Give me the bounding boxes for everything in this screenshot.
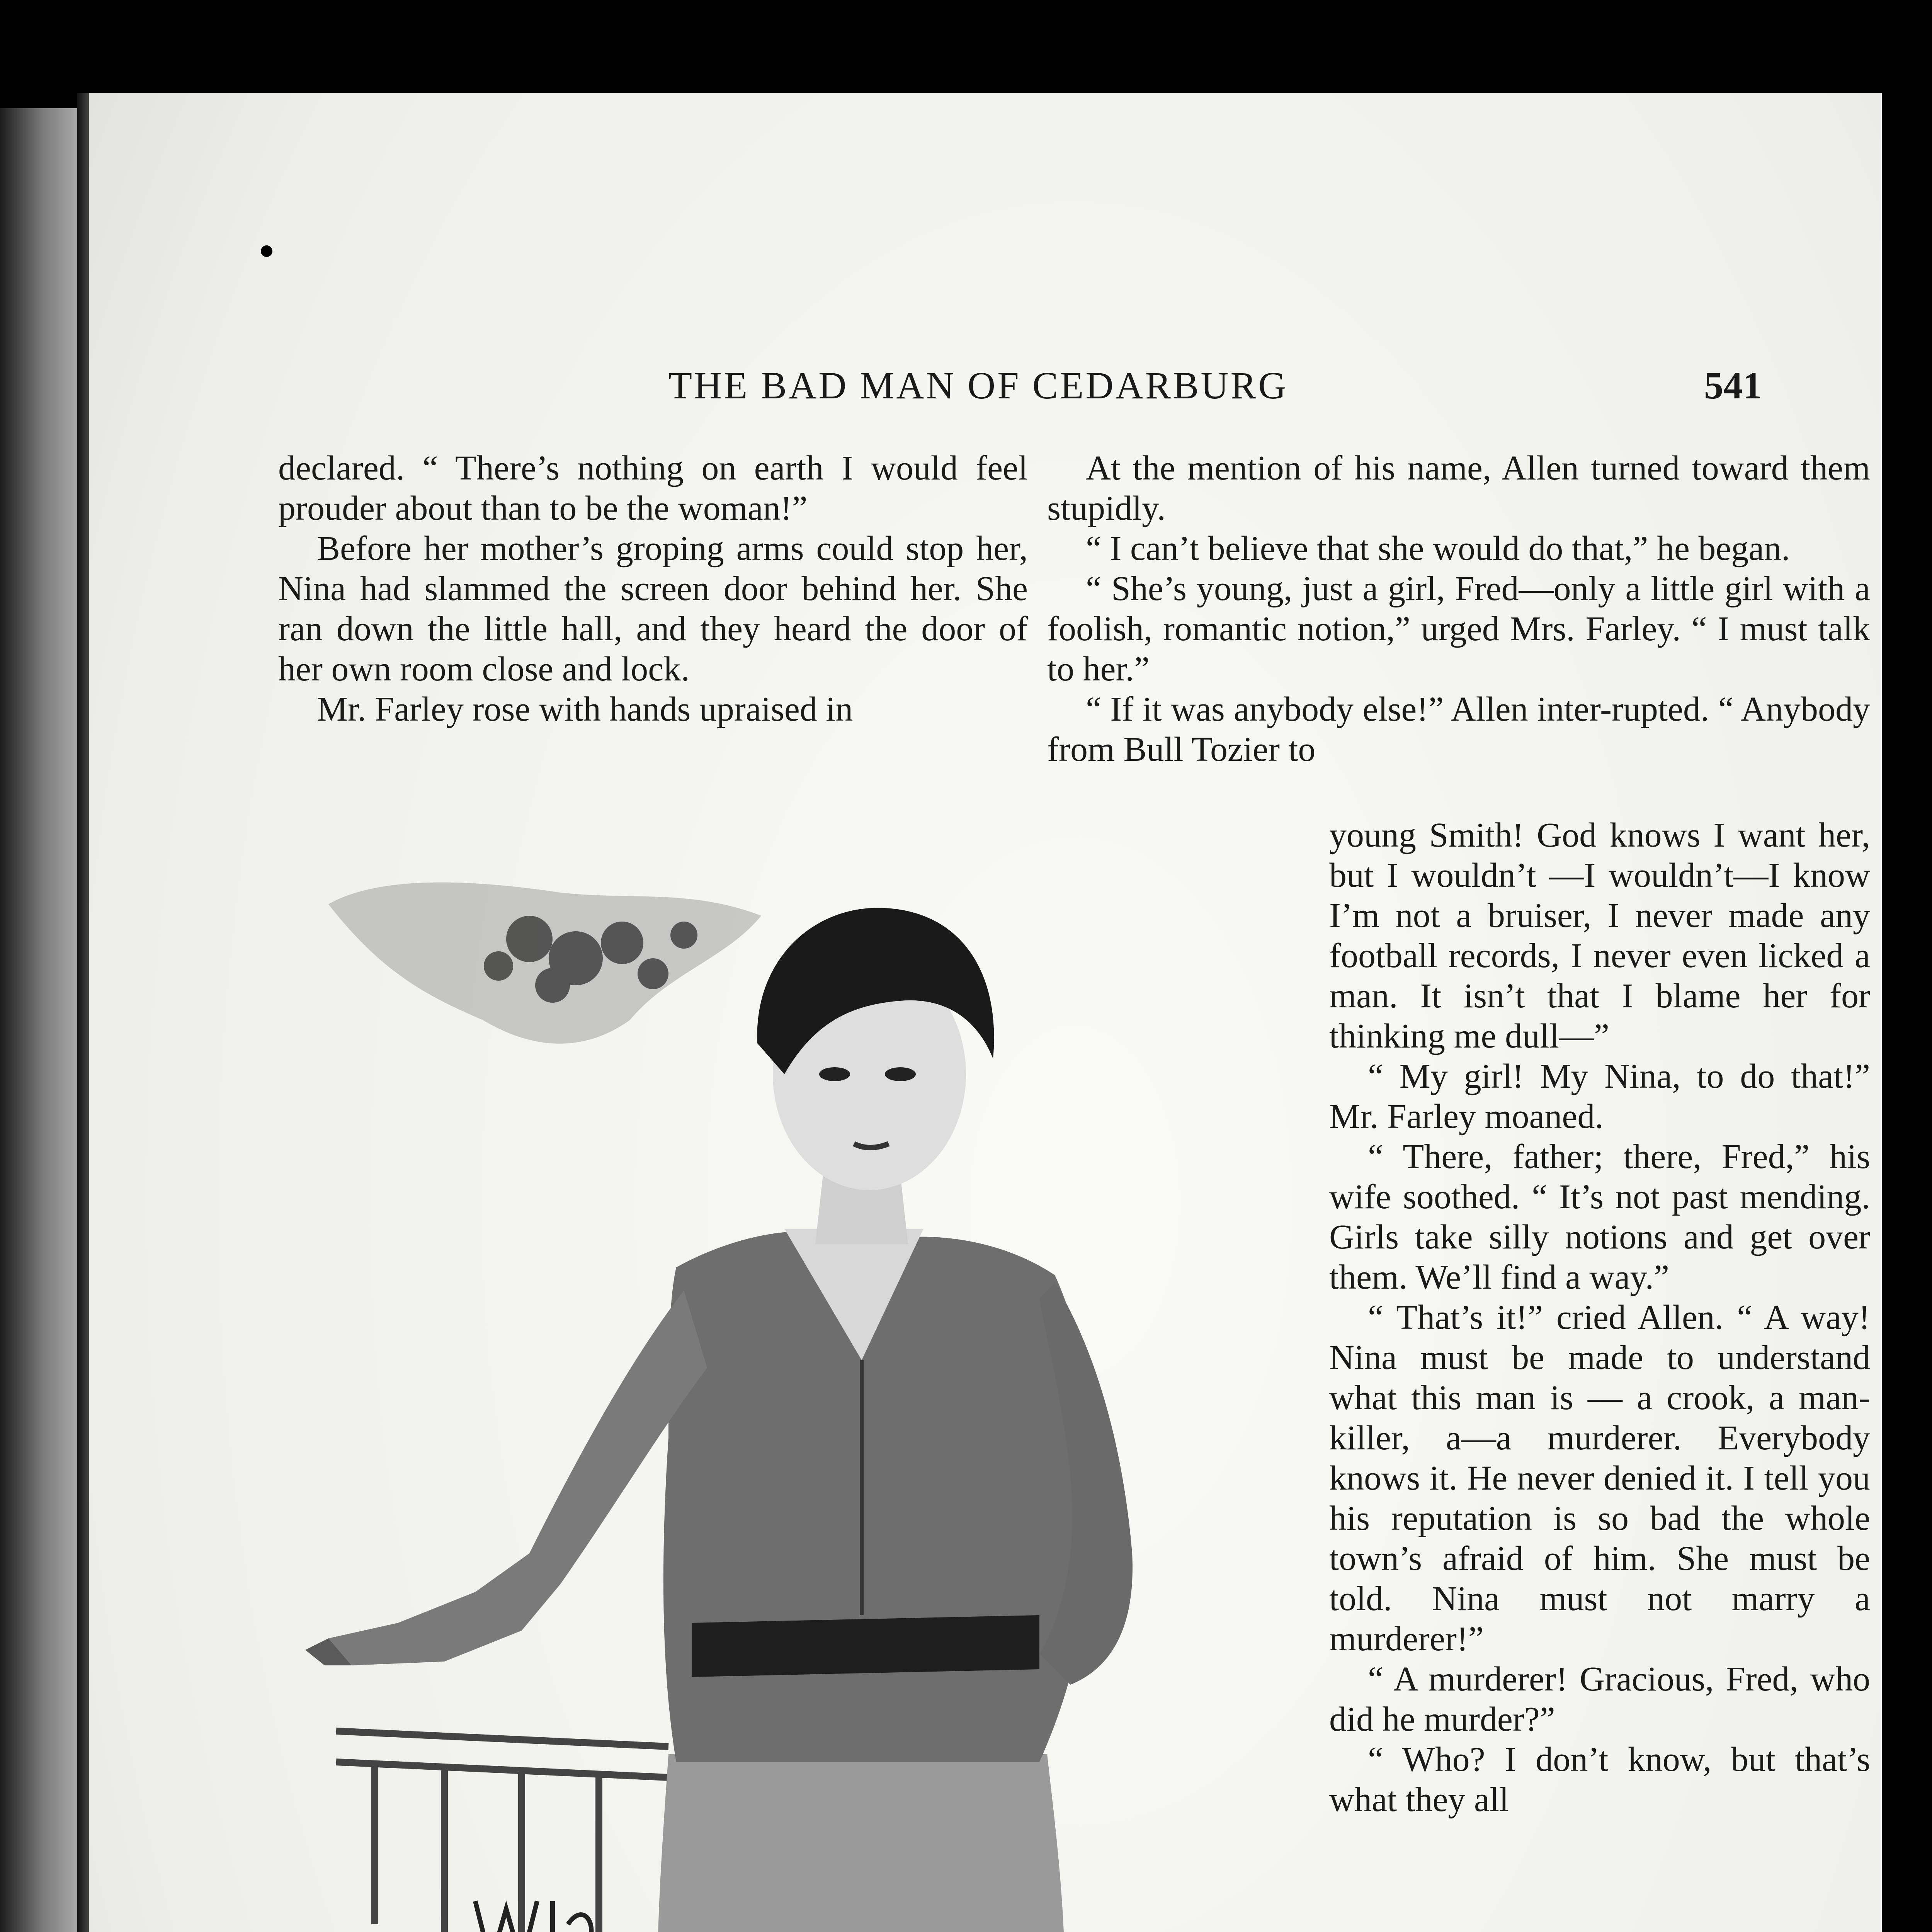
running-title: THE BAD MAN OF CEDARBURG	[668, 364, 1288, 407]
paragraph: “ She’s young, just a girl, Fred—only a little girl with a foolish, romantic notion,” urged Mrs. Farley. “ I must talk to her.”	[1047, 570, 1870, 688]
paragraph: At the mention of his name, Allen turned toward them stupidly.	[1047, 449, 1870, 527]
artist-signature	[475, 1901, 591, 1932]
woman-figure	[305, 908, 1133, 1932]
illustration-woman-on-porch	[282, 858, 1364, 1932]
paragraph: “ A murderer! Gracious, Fred, who did he murder?”	[1329, 1660, 1870, 1738]
magazine-page	[89, 93, 1882, 1932]
paragraph: “ That’s it!” cried Allen. “ A way! Nina must be made to understand what this man is — a crook, a man-killer, a—a murderer. Everybody knows it. He never denied it. I tell you his reputation is so bad the whole town’s afraid of him. She must be told. Nina must not marry a murderer!”	[1329, 1298, 1870, 1658]
ink-dot	[261, 245, 272, 257]
column-2-narrow	[1329, 815, 1870, 1820]
paragraph: “ Who? I don’t know, but that’s what they all	[1329, 1740, 1870, 1819]
porch-railing	[336, 1731, 668, 1932]
paragraph: declared. “ There’s nothing on earth I would feel prouder about than to be the woman!”	[278, 449, 1028, 527]
paragraph: Before her mother’s groping arms could stop her, Nina had slammed the screen door behind her. She ran down the little hall, and they heard the door of her own room close and lock.	[278, 529, 1028, 688]
page-header	[89, 363, 1882, 410]
paragraph: Mr. Farley rose with hands upraised in	[317, 690, 853, 728]
previous-page-edge	[0, 108, 77, 1932]
paragraph: “ If it was anybody else!” Allen inter-rupted. “ Anybody from Bull Tozier to	[1047, 690, 1870, 769]
paragraph: young Smith! God knows I want her, but I wouldn’t —I wouldn’t—I know I’m not a bruiser, I never made any football records, I never even licked a man. It isn’t that I blame her for thinking me dull—”	[1329, 816, 1870, 1055]
column-1-top	[278, 448, 1028, 730]
foliage-sketch	[328, 883, 761, 1044]
paragraph: “ There, father; there, Fred,” his wife soothed. “ It’s not past mending. Girls take silly notions and get over them. We’ll find a way.”	[1329, 1138, 1870, 1296]
paragraph: “ My girl! My Nina, to do that!” Mr. Farley moaned.	[1329, 1057, 1870, 1136]
page-number: 541	[1704, 364, 1762, 407]
column-2-top	[1047, 448, 1870, 770]
paragraph: “ I can’t believe that she would do that,” he began.	[1086, 529, 1790, 568]
